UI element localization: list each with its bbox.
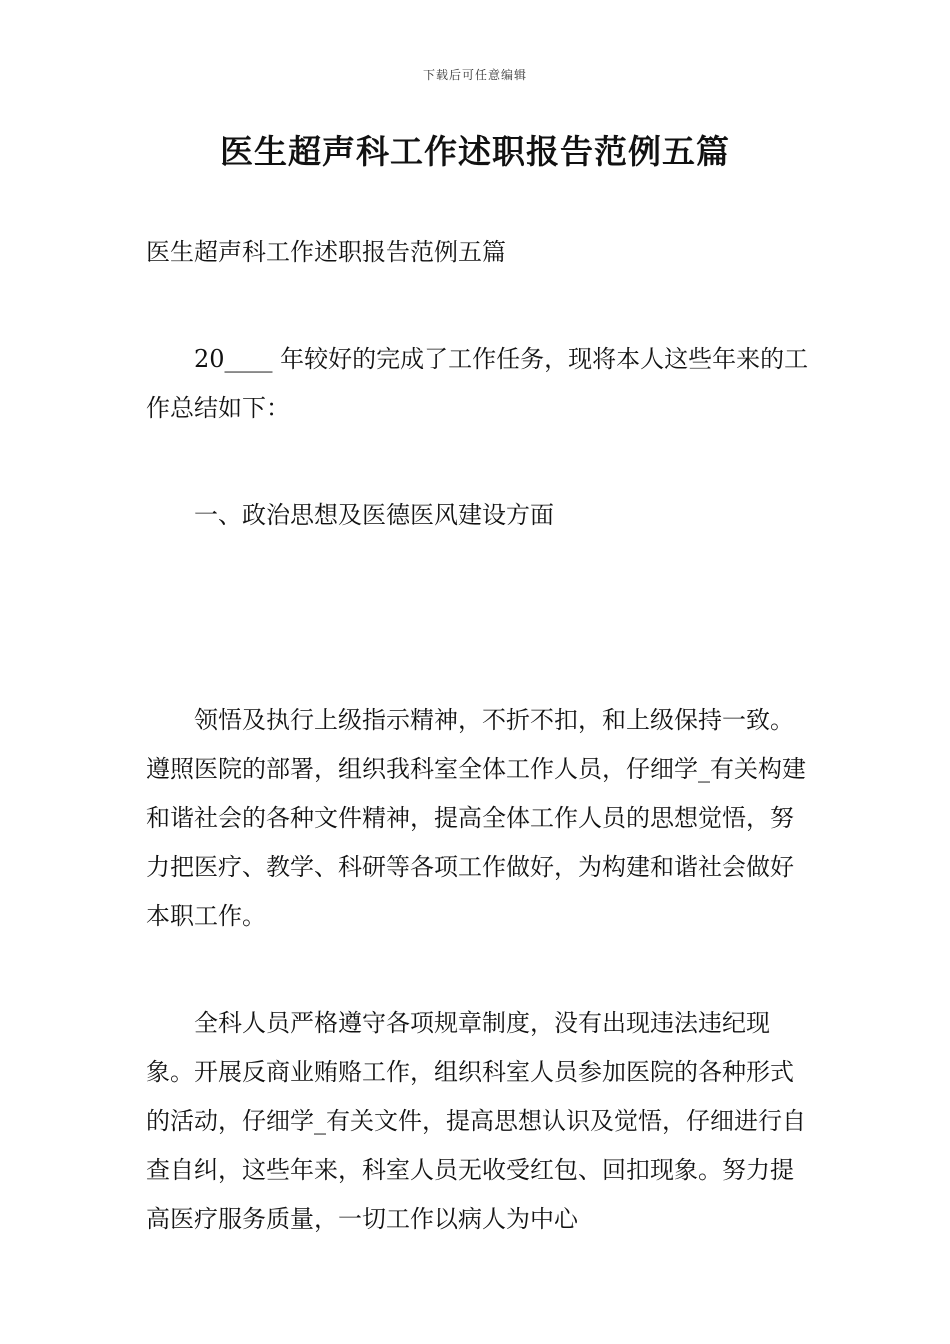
document-subtitle: 医生超声科工作述职报告范例五篇 bbox=[146, 238, 506, 266]
intro-paragraph bbox=[146, 335, 811, 433]
intro-text: 年较好的完成了工作任务，现将本人这些年来的工作总结如下： bbox=[146, 345, 809, 422]
section-heading: 一、政治思想及医德医风建设方面 bbox=[194, 501, 554, 529]
document-title: 医生超声科工作述职报告范例五篇 bbox=[220, 132, 730, 171]
body-paragraph-1: 领悟及执行上级指示精神，不折不扣，和上级保持一致。遵照医院的部署，组织我科室全体工作人员，仔细学_有关构建和谐社会的各种文件精神，提高全体工作人员的思想觉悟，努力把医疗、教学、科研等各项工作做好，为构建和谐社会做好本职工作。 bbox=[146, 706, 806, 930]
header-note: 下载后可任意编辑 bbox=[422, 68, 527, 82]
document-body bbox=[146, 228, 811, 1244]
body-paragraph-2: 全科人员严格遵守各项规章制度，没有出现违法违纪现象。开展反商业贿赂工作，组织科室人员参加医院的各种形式的活动，仔细学_有关文件，提高思想认识及觉悟，仔细进行自查自纠，这些年来，科室人员无收受红包、回扣现象。努力提高医疗服务质量，一切工作以病人为中心 bbox=[146, 1009, 806, 1233]
intro-year-blank: ____ bbox=[224, 345, 273, 373]
intro-year-prefix: 20 bbox=[194, 345, 225, 373]
